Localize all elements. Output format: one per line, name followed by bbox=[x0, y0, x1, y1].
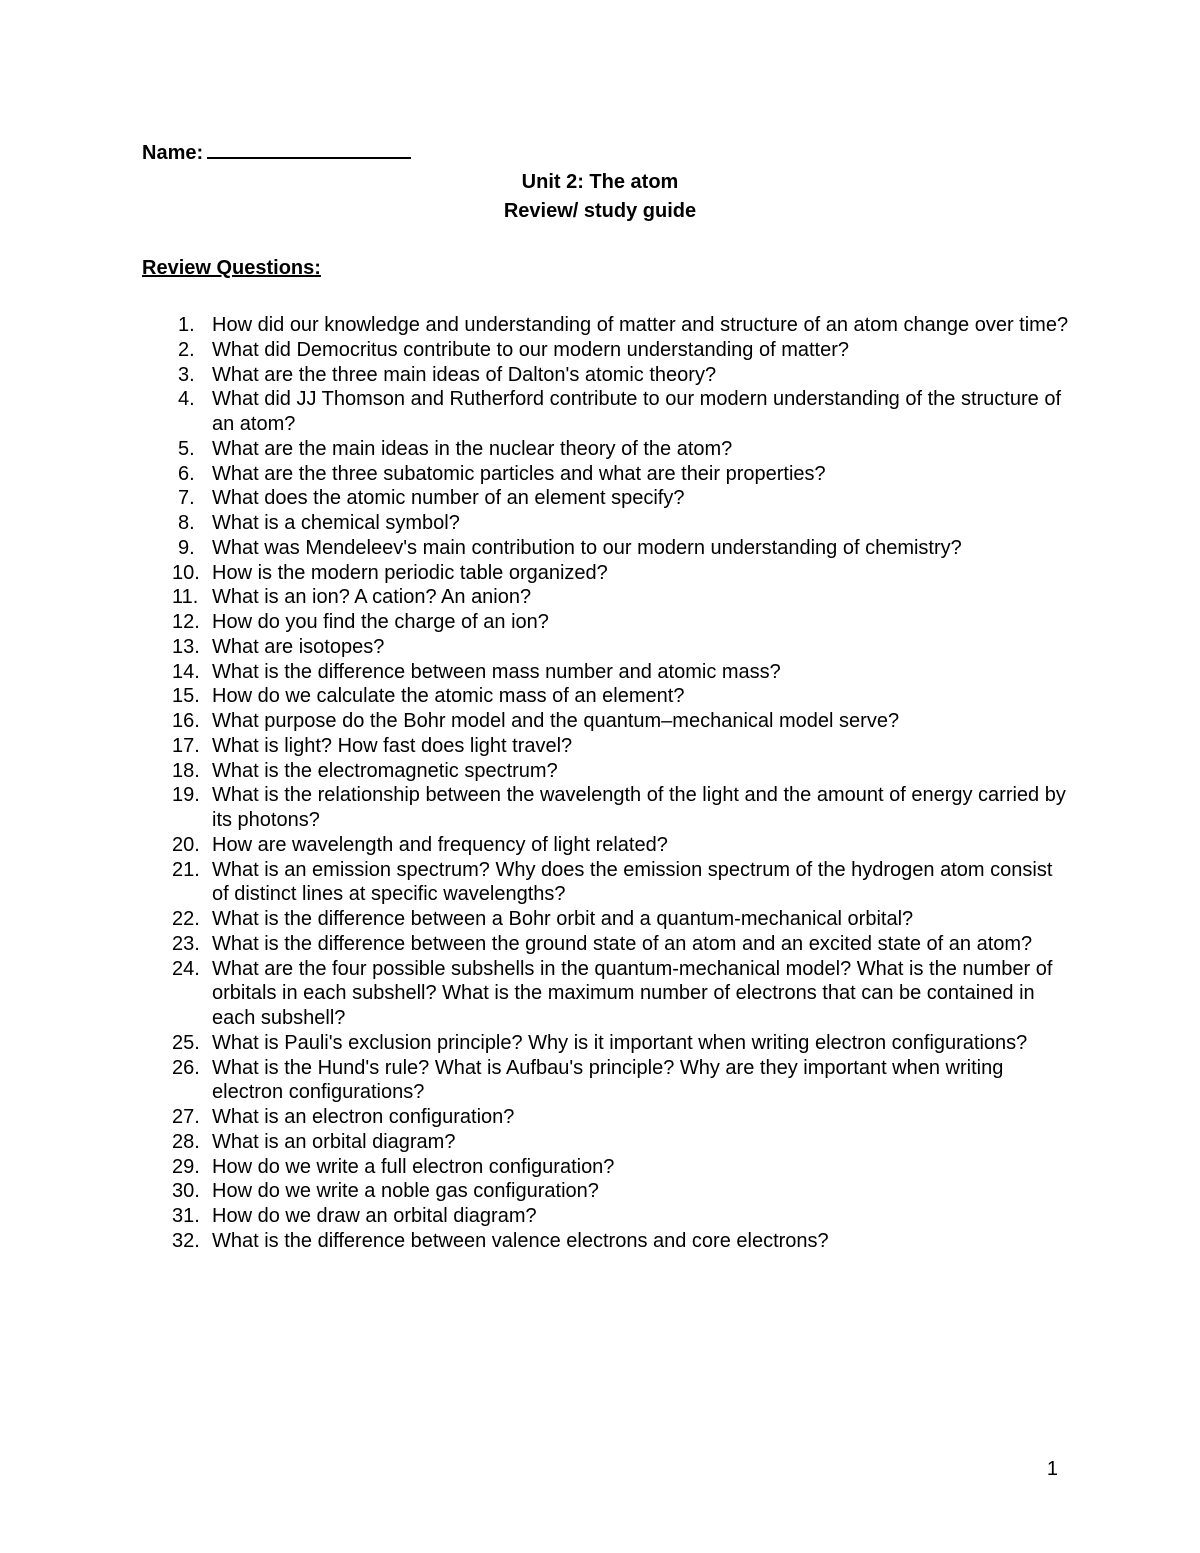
question-text: How do we write a noble gas configuration? bbox=[212, 1180, 599, 1203]
question-text: What are isotopes? bbox=[212, 635, 385, 658]
question-item bbox=[172, 1155, 1072, 1180]
question-text: What is the relationship between the wavelength of the light and the amount of energy carried by its photons? bbox=[212, 784, 1066, 831]
question-text: What is a chemical symbol? bbox=[212, 512, 460, 534]
question-item bbox=[172, 1179, 1072, 1204]
question-number: 20. bbox=[172, 833, 200, 856]
question-text: What did JJ Thomson and Rutherford contribute to our modern understanding of the structure of an atom? bbox=[212, 388, 1061, 435]
question-number: 1. bbox=[178, 314, 195, 336]
question-number: 22. bbox=[172, 908, 200, 930]
question-number: 2. bbox=[178, 338, 195, 361]
question-text: What is an orbital diagram? bbox=[212, 1130, 456, 1153]
question-item bbox=[172, 363, 1072, 388]
question-number: 7. bbox=[178, 487, 195, 510]
question-item bbox=[172, 1031, 1072, 1056]
question-item bbox=[172, 660, 1072, 685]
question-number: 8. bbox=[178, 512, 195, 534]
question-item bbox=[172, 932, 1072, 957]
page-number: 1 bbox=[1046, 1458, 1058, 1480]
question-number: 15. bbox=[172, 685, 200, 708]
question-text: What is an ion? A cation? An anion? bbox=[212, 586, 532, 609]
question-item bbox=[172, 957, 1072, 1031]
question-number: 30. bbox=[172, 1180, 200, 1203]
question-number: 12. bbox=[172, 611, 200, 633]
question-number: 27. bbox=[172, 1106, 200, 1128]
question-text: How are wavelength and frequency of light related? bbox=[212, 833, 668, 856]
question-text: What is an emission spectrum? Why does the emission spectrum of the hydrogen atom consist of distinct lines at specific wavelengths? bbox=[212, 858, 1053, 906]
question-item bbox=[172, 387, 1072, 437]
question-text: How do you find the charge of an ion? bbox=[212, 611, 549, 633]
question-number: 9. bbox=[178, 536, 195, 559]
question-text: What is the difference between mass number and atomic mass? bbox=[212, 660, 781, 683]
question-number: 16. bbox=[172, 710, 200, 732]
question-item bbox=[172, 610, 1072, 635]
question-text: What are the four possible subshells in the quantum-mechanical model? What is the number of orbitals in each subshell? What is the maximum number of electrons that can be contained in each subshell? bbox=[212, 957, 1053, 1029]
question-list bbox=[172, 313, 1072, 1254]
question-text: What is the difference between a Bohr orbit and a quantum-mechanical orbital? bbox=[212, 908, 914, 930]
question-item bbox=[172, 338, 1072, 363]
question-item bbox=[172, 561, 1072, 586]
question-item bbox=[172, 783, 1072, 833]
question-text: How do we write a full electron configuration? bbox=[212, 1155, 615, 1178]
question-number: 5. bbox=[178, 437, 195, 460]
question-item bbox=[172, 536, 1072, 561]
question-number: 19. bbox=[172, 784, 200, 807]
question-item bbox=[172, 585, 1072, 610]
question-item bbox=[172, 1229, 1072, 1254]
question-number: 3. bbox=[178, 363, 195, 386]
question-text: What did Democritus contribute to our modern understanding of matter? bbox=[212, 338, 849, 361]
question-text: What are the three subatomic particles and what are their properties? bbox=[212, 462, 826, 485]
question-text: How did our knowledge and understanding of matter and structure of an atom change over time? bbox=[212, 314, 1069, 336]
question-text: How is the modern periodic table organized? bbox=[212, 561, 608, 584]
question-text: What is Pauli's exclusion principle? Why is it important when writing electron configurations? bbox=[212, 1031, 1028, 1054]
question-item bbox=[172, 635, 1072, 660]
question-text: What is the difference between valence electrons and core electrons? bbox=[212, 1229, 829, 1252]
question-text: What are the three main ideas of Dalton's atomic theory? bbox=[212, 363, 717, 386]
question-item bbox=[172, 1204, 1072, 1229]
question-number: 14. bbox=[172, 660, 200, 683]
unit-title: Unit 2: The atom bbox=[521, 171, 679, 193]
question-item bbox=[172, 1105, 1072, 1130]
question-number: 6. bbox=[178, 462, 195, 485]
question-item bbox=[172, 1056, 1072, 1106]
question-item bbox=[172, 486, 1072, 511]
question-text: What is an electron configuration? bbox=[212, 1106, 515, 1128]
question-number: 13. bbox=[172, 635, 200, 658]
review-questions-heading: Review Questions: bbox=[142, 257, 321, 279]
question-number: 31. bbox=[172, 1205, 200, 1227]
question-item bbox=[172, 907, 1072, 932]
question-item bbox=[172, 734, 1072, 759]
question-number: 21. bbox=[172, 858, 200, 881]
question-text: What was Mendeleev's main contribution to our modern understanding of chemistry? bbox=[212, 536, 962, 559]
name-label: Name: bbox=[142, 142, 204, 164]
question-item bbox=[172, 759, 1072, 784]
question-item bbox=[172, 1130, 1072, 1155]
question-text: What does the atomic number of an element specify? bbox=[212, 487, 685, 510]
question-item bbox=[172, 313, 1072, 338]
question-number: 25. bbox=[172, 1031, 200, 1054]
question-text: How do we draw an orbital diagram? bbox=[212, 1205, 537, 1227]
question-number: 26. bbox=[172, 1056, 200, 1079]
question-item bbox=[172, 437, 1072, 462]
question-number: 28. bbox=[172, 1130, 200, 1153]
question-item bbox=[172, 462, 1072, 487]
question-number: 32. bbox=[172, 1229, 200, 1252]
question-number: 4. bbox=[178, 388, 195, 411]
question-text: What purpose do the Bohr model and the quantum–mechanical model serve? bbox=[212, 710, 900, 732]
name-blank-line[interactable] bbox=[207, 143, 411, 159]
name-field bbox=[142, 142, 411, 165]
question-item bbox=[172, 833, 1072, 858]
question-number: 18. bbox=[172, 759, 200, 782]
question-text: How do we calculate the atomic mass of an element? bbox=[212, 685, 685, 708]
question-text: What is the electromagnetic spectrum? bbox=[212, 759, 558, 782]
question-item bbox=[172, 511, 1072, 536]
question-text: What is the difference between the ground state of an atom and an excited state of an atom? bbox=[212, 932, 1033, 955]
question-item bbox=[172, 709, 1072, 734]
question-number: 10. bbox=[172, 561, 200, 584]
question-text: What is light? How fast does light travel? bbox=[212, 734, 573, 757]
question-number: 11. bbox=[172, 586, 199, 609]
question-item bbox=[172, 684, 1072, 709]
question-item bbox=[172, 858, 1072, 908]
question-text: What is the Hund's rule? What is Aufbau's principle? Why are they important when writing electron configurations? bbox=[212, 1056, 1004, 1104]
guide-subtitle: Review/ study guide bbox=[503, 200, 697, 222]
question-number: 23. bbox=[172, 932, 200, 955]
question-text: What are the main ideas in the nuclear theory of the atom? bbox=[212, 437, 733, 460]
question-number: 24. bbox=[172, 957, 200, 980]
question-number: 29. bbox=[172, 1155, 200, 1178]
question-number: 17. bbox=[172, 734, 200, 757]
